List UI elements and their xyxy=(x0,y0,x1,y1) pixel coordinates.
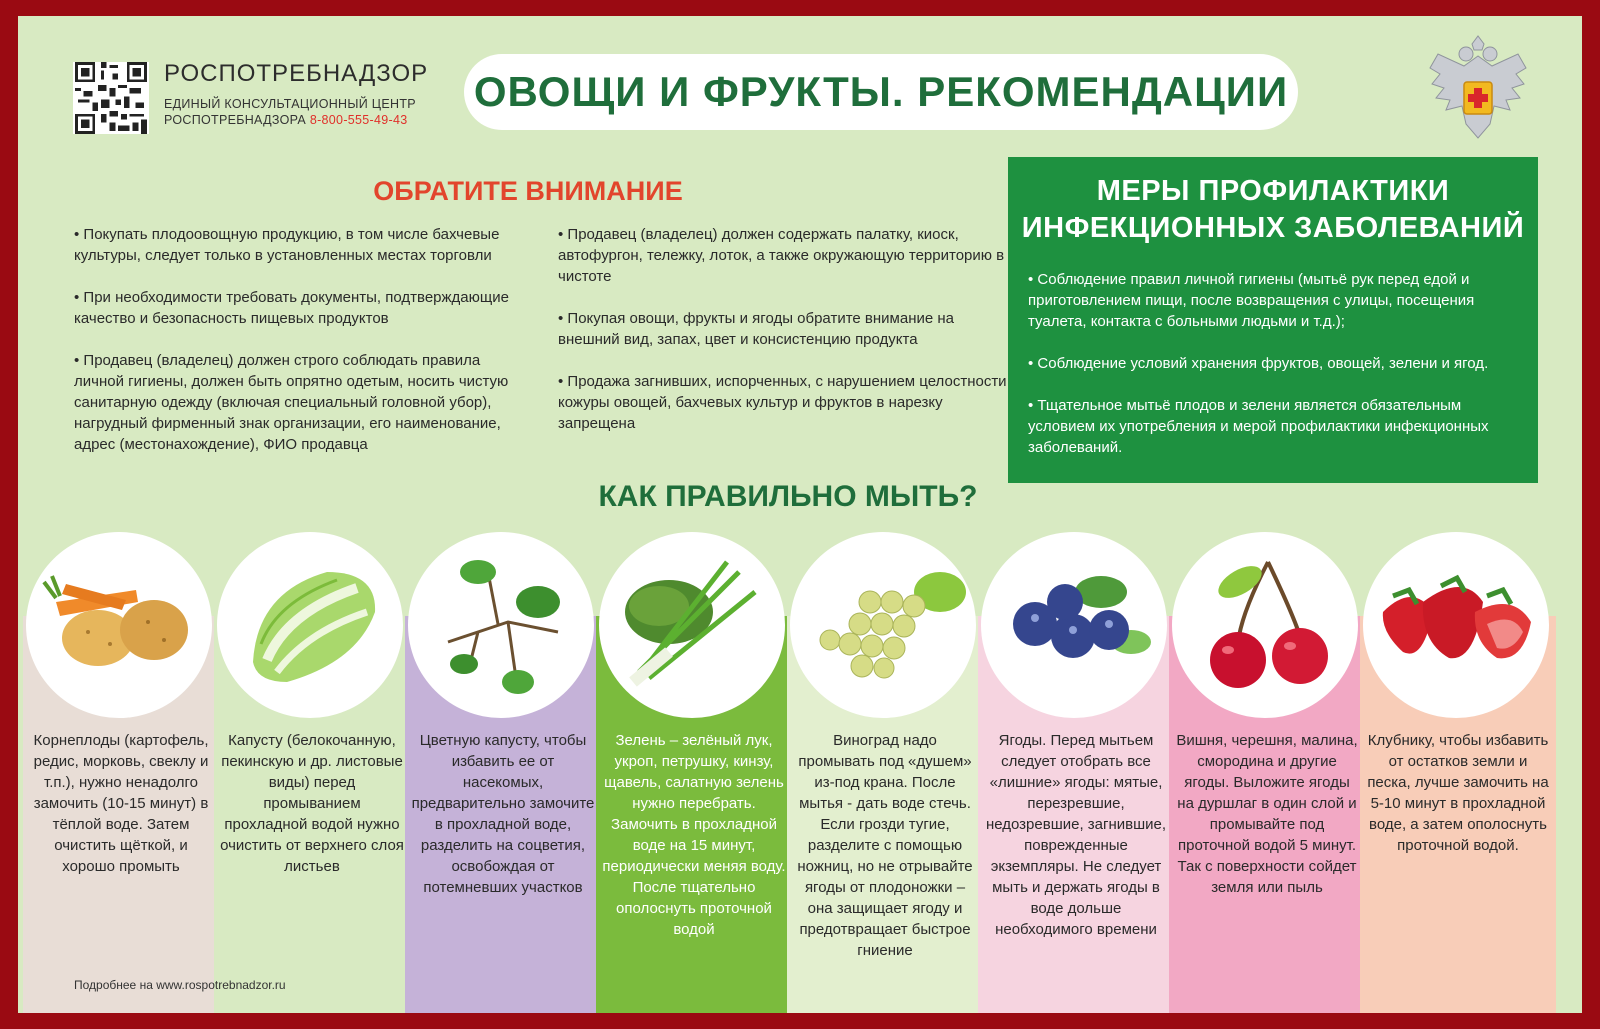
prevention-title xyxy=(1008,173,1538,247)
attention-title: ОБРАТИТЕ ВНИМАНИЕ xyxy=(373,176,683,206)
attention-item: • Продажа загнивших, испорченных, с нарушением целостности кожуры овощей, бахчевых культур и фруктов в нарезку запрещена xyxy=(558,373,1007,432)
strawberry-icon xyxy=(1363,532,1549,718)
poster xyxy=(18,16,1582,1013)
attention-item: • Покупать плодоовощную продукцию, в том числе бахчевые культуры, следует только в установленных местах торговли xyxy=(74,226,500,264)
org-sub-line1: ЕДИНЫЙ КОНСУЛЬТАЦИОННЫЙ ЦЕНТР xyxy=(164,97,416,111)
attention-item: • Продавец (владелец) должен строго соблюдать правила личной гигиены, должен быть опрятно одетым, носить чистую санитарную одежду (включая специальный головной убор), нагрудный фирменный знак организации, его наименование, адрес (местонахождение), ФИО продавца xyxy=(74,352,509,453)
prevention-title-line1: МЕРЫ ПРОФИЛАКТИКИ xyxy=(1096,175,1450,207)
attention-item: • При необходимости требовать документы, подтверждающие качество и безопасность пищевых продуктов xyxy=(74,289,509,327)
prevention-item: • Тщательное мытьё плодов и зелени является обязательным условием их употребления и мерой профилактики инфекционных заболеваний. xyxy=(1028,397,1489,456)
wash-text: Корнеплоды (картофель, редис, морковь, свеклу и т.п.), нужно ненадолго замочить (10-15 минут) в тёплой воде. Затем очистить щёткой, и хорошо промыть xyxy=(33,732,209,875)
grapes-icon xyxy=(790,532,976,718)
wash-text: Клубнику, чтобы избавить от остатков земли и песка, лучше замочить на 5-10 минут в прохладной воде, а затем ополоснуть проточной водой. xyxy=(1367,732,1549,854)
wash-text: Капусту (белокочанную, пекинскую и др. листовые виды) перед промыванием прохладной водой нужно очистить от верхнего слоя листьев xyxy=(220,732,404,875)
org-block xyxy=(164,60,428,128)
attention-left-column xyxy=(74,224,534,476)
prevention-box xyxy=(1008,157,1538,483)
attention-item: • Продавец (владелец) должен содержать палатку, киоск, автофургон, тележку, лоток, а также окружающую территорию в чистоте xyxy=(558,226,1005,285)
org-name: РОСПОТРЕБНАДЗОР xyxy=(164,60,429,87)
potato-carrot-icon xyxy=(26,532,212,718)
prevention-item: • Соблюдение правил личной гигиены (мытьё рук перед едой и приготовлением пищи, после возвращения с улицы, посещения туалета, контакта с больными людьми и т.д.); xyxy=(1028,271,1475,330)
plant-sprout-icon xyxy=(408,532,594,718)
wash-title: КАК ПРАВИЛЬНО МЫТЬ? xyxy=(598,480,978,513)
wash-text: Виноград надо промывать под «душем» из-под крана. После мытья - дать воде стечь. Если грозди тугие, разделите с помощью ножниц, но не отрывайте ягоды от плодоножки – она защищает ягоду и предотвращает быстрое гниение xyxy=(797,732,973,959)
prevention-list xyxy=(1028,269,1518,458)
wash-text: Зелень – зелёный лук, укроп, петрушку, кинзу, щавель, салатную зелень нужно перебрать. Замочить в прохладной воде на 15 минут, периодически меняя воду. После тщательно ополоснуть проточной водой xyxy=(602,732,786,938)
footer-link[interactable]: Подробнее на www.rospotrebnadzor.ru xyxy=(74,978,286,992)
org-subtitle xyxy=(164,96,428,128)
attention-right-column xyxy=(558,224,1018,455)
phone-number[interactable]: 8-800-555-49-43 xyxy=(309,113,408,127)
prevention-title-line2: ИНФЕКЦИОННЫХ ЗАБОЛЕВАНИЙ xyxy=(1021,212,1525,244)
prevention-item: • Соблюдение условий хранения фруктов, овощей, зелени и ягод. xyxy=(1028,355,1489,372)
wash-text: Вишня, черешня, малина, смородина и другие ягоды. Выложите ягоды на дуршлаг в один слой и промывайте под проточной водой 5 минут. Так с поверхности сойдет земля или пыль xyxy=(1176,732,1358,896)
wash-text: Цветную капусту, чтобы избавить ее от насекомых, предварительно замочите в прохладной воде, разделить на соцветия, освобождая от потемневших участков xyxy=(411,732,595,896)
emblem-eagle-icon xyxy=(1426,34,1530,146)
qr-code-icon xyxy=(73,62,149,134)
org-sub-line2: РОСПОТРЕБНАДЗОРА xyxy=(164,113,307,127)
cherry-icon xyxy=(1172,532,1358,718)
blueberry-icon xyxy=(981,532,1167,718)
page-title: ОВОЩИ И ФРУКТЫ. РЕКОМЕНДАЦИИ xyxy=(464,54,1298,130)
cabbage-icon xyxy=(217,532,403,718)
wash-text: Ягоды. Перед мытьем следует отобрать все «лишние» ягоды: мятые, перезревшие, недозревшие, загнившие, поврежденные экземпляры. Не следует мыть и держать ягоды в воде дольше необходимого времени xyxy=(985,732,1167,938)
attention-item: • Покупая овощи, фрукты и ягоды обратите внимание на внешний вид, запах, цвет и консистенцию продукта xyxy=(558,310,954,348)
greens-onion-icon xyxy=(599,532,785,718)
org-sub-line2-row xyxy=(164,112,428,128)
